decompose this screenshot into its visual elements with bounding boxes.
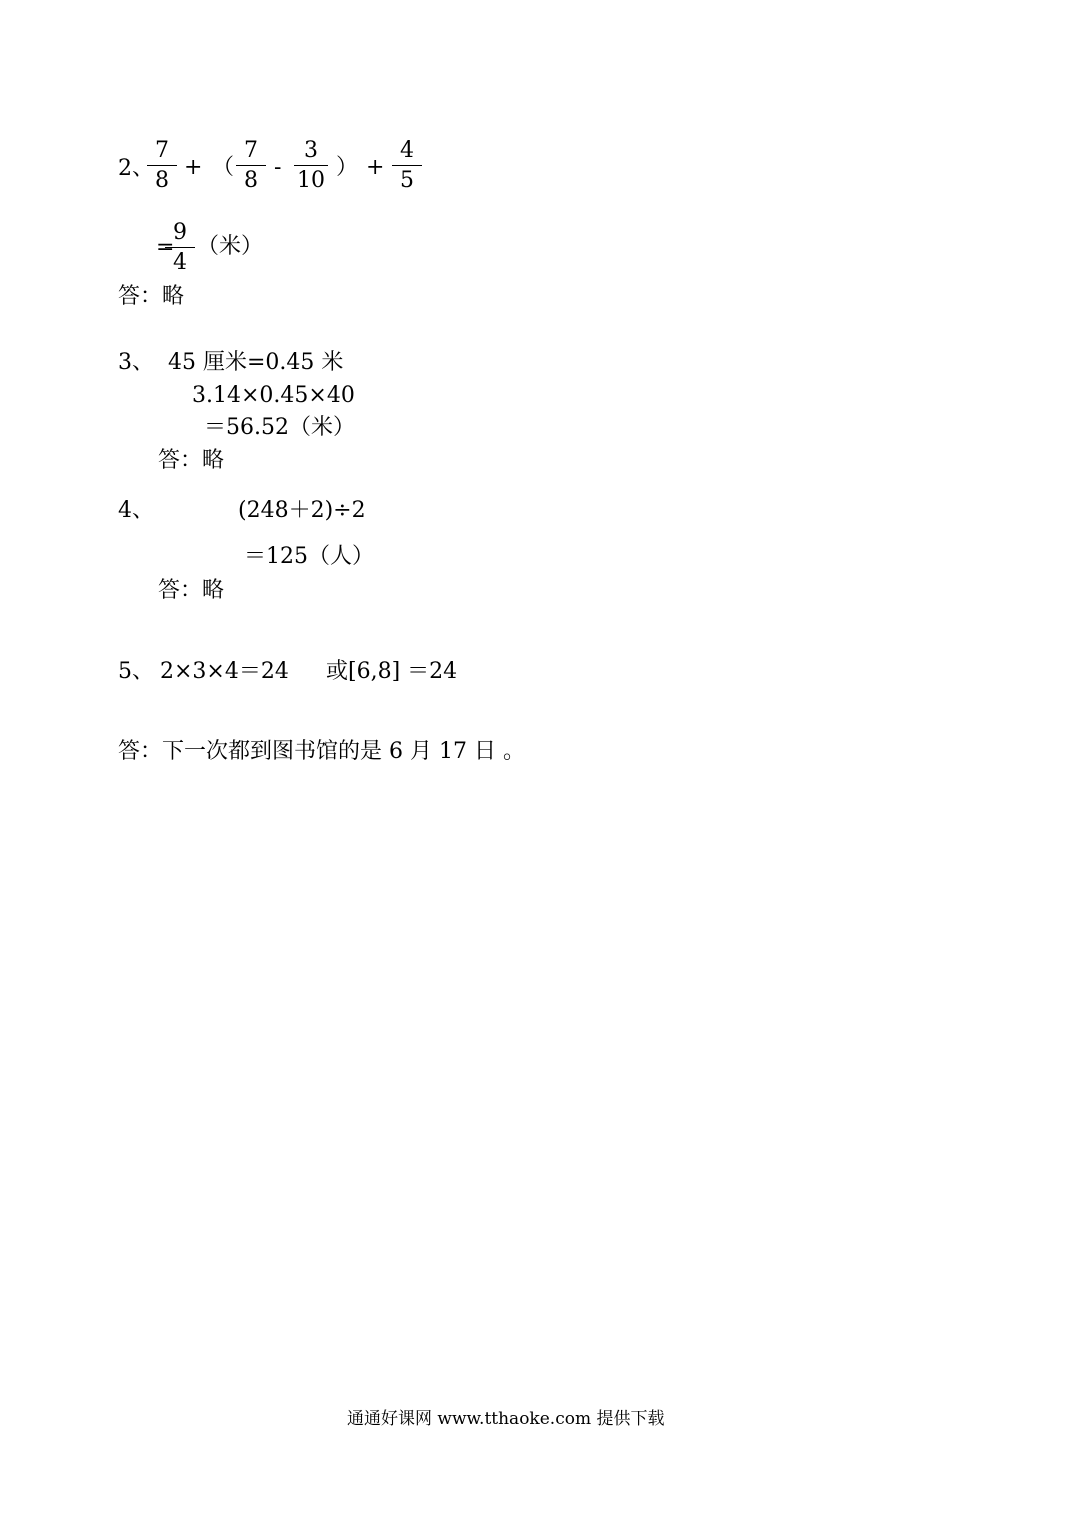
problem3-line1: 45 厘米=0.45 米 xyxy=(168,350,344,375)
fraction-7-8-a xyxy=(147,140,177,192)
problem5-line1: 2×3×4＝24 xyxy=(160,659,289,684)
left-paren: （ xyxy=(212,155,235,180)
problem2-label: 2、 xyxy=(118,156,154,181)
fraction-bar xyxy=(392,165,422,166)
fraction-numerator: 4 xyxy=(400,138,414,163)
fraction-bar xyxy=(147,165,177,166)
footer-text: 通通好课网 www.tthaoke.com 提供下载 xyxy=(347,1409,665,1429)
problem5-label: 5、 xyxy=(118,659,154,684)
problem4-line2: ＝125（人） xyxy=(244,544,374,569)
minus-sign: - xyxy=(274,155,282,180)
fraction-numerator: 7 xyxy=(155,138,169,163)
fraction-bar xyxy=(294,165,328,166)
fraction-numerator: 9 xyxy=(173,220,187,245)
fraction-3-10 xyxy=(294,140,328,192)
answer-line: 答：下一次都到图书馆的是 6 月 17 日 。 xyxy=(118,739,525,764)
right-paren: ） xyxy=(336,155,359,180)
problem3-line3: ＝56.52（米） xyxy=(204,415,355,440)
unit-meter: （米） xyxy=(197,234,264,259)
fraction-denominator: 8 xyxy=(155,168,169,193)
problem4-label: 4、 xyxy=(118,498,154,523)
plus-sign: + xyxy=(366,155,385,180)
problem5-line1-alt: 或[6,8] ＝24 xyxy=(326,659,458,684)
fraction-7-8-b xyxy=(236,140,266,192)
answer-line: 答：略 xyxy=(118,284,185,309)
fraction-numerator: 7 xyxy=(244,138,258,163)
answer-line: 答：略 xyxy=(158,578,225,603)
plus-sign: + xyxy=(184,155,203,180)
problem3-line2: 3.14×0.45×40 xyxy=(192,383,355,408)
fraction-numerator: 3 xyxy=(304,138,318,163)
fraction-denominator: 4 xyxy=(173,250,187,275)
problem4-line1: (248＋2)÷2 xyxy=(238,498,366,523)
fraction-bar xyxy=(165,247,195,248)
fraction-9-4 xyxy=(165,222,195,274)
problem3-label: 3、 xyxy=(118,350,154,375)
equals-sign: = xyxy=(156,235,175,260)
fraction-denominator: 10 xyxy=(297,168,325,193)
answer-line: 答：略 xyxy=(158,448,225,473)
fraction-4-5 xyxy=(392,140,422,192)
fraction-bar xyxy=(236,165,266,166)
fraction-denominator: 5 xyxy=(400,168,414,193)
fraction-denominator: 8 xyxy=(244,168,258,193)
